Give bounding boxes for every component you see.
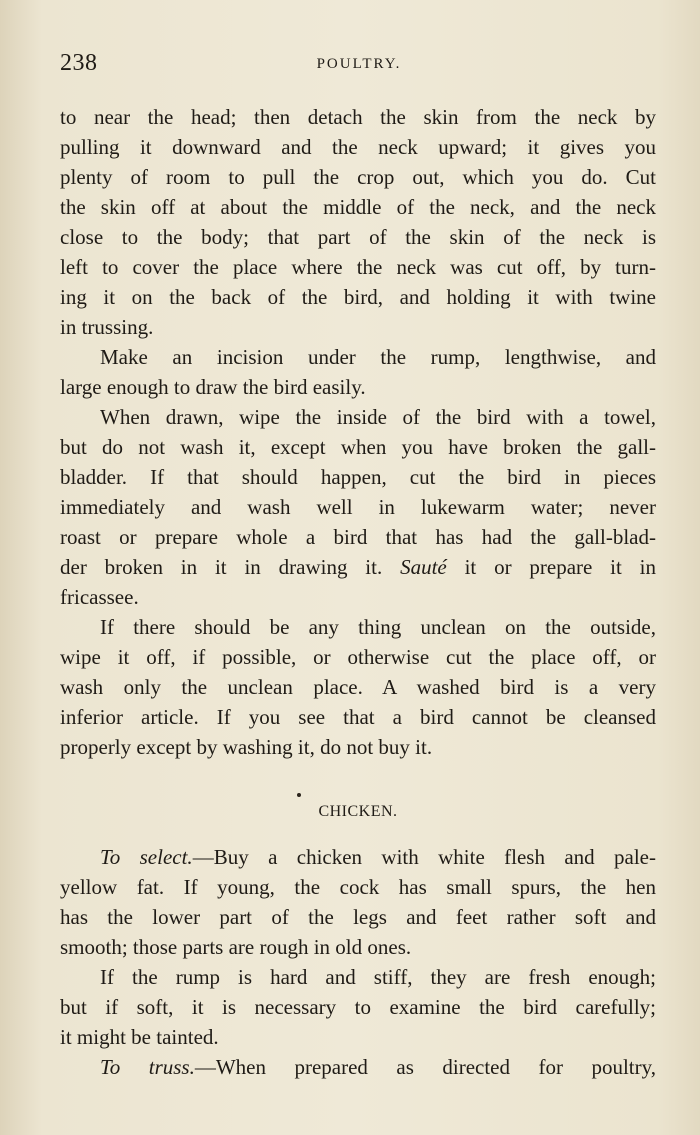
text-line: yellow fat. If young, the cock has small spurs, the hen	[60, 875, 656, 899]
run-in-label: To truss.	[100, 1055, 195, 1079]
text-line	[60, 552, 656, 582]
text-line: Make an incision under the rump, lengthwise, and	[100, 345, 656, 369]
italic-word: Sauté	[400, 555, 447, 579]
text-fragment: der broken in it in drawing it.	[60, 555, 383, 579]
run-in-label: To select.	[100, 845, 193, 869]
running-head	[60, 50, 658, 84]
text-fragment: —Buy a chicken with white flesh and pale-	[192, 845, 656, 869]
text-line: ing it on the back of the bird, and holding it with twine	[60, 285, 656, 309]
text-line: to near the head; then detach the skin from the neck by	[60, 105, 656, 129]
text-line	[60, 1052, 656, 1082]
text-line	[60, 842, 656, 872]
text-line: immediately and wash well in lukewarm water; never	[60, 495, 656, 519]
text-line: wash only the unclean place. A washed bird is a very	[60, 675, 656, 699]
page-number: 238	[60, 50, 98, 76]
text-line: When drawn, wipe the inside of the bird with a towel,	[100, 405, 656, 429]
text-line: left to cover the place where the neck was cut off, by turn-	[60, 255, 656, 279]
text-line: close to the body; that part of the skin of the neck is	[60, 225, 656, 249]
text-line: pulling it downward and the neck upward; it gives you	[60, 135, 656, 159]
text-line: roast or prepare whole a bird that has had the gall-blad-	[60, 525, 656, 549]
text-line: has the lower part of the legs and feet rather soft and	[60, 905, 656, 929]
body-text	[60, 102, 656, 762]
text-line: If the rump is hard and stiff, they are fresh enough;	[100, 965, 656, 989]
text-line: large enough to draw the bird easily.	[60, 375, 366, 399]
text-line: but if soft, it is necessary to examine the bird carefully;	[60, 995, 656, 1019]
ornament-dot	[297, 793, 301, 797]
chicken-heading: CHICKEN.	[318, 803, 398, 820]
text-line: in trussing.	[60, 315, 154, 339]
text-fragment: it or prepare it in	[464, 555, 657, 579]
text-line: fricassee.	[60, 585, 139, 609]
text-line: it might be tainted.	[60, 1025, 219, 1049]
section-title: POULTRY.	[316, 56, 402, 72]
text-line: the skin off at about the middle of the neck, and the neck	[60, 195, 656, 219]
text-fragment: —When prepared as directed for poultry,	[194, 1055, 656, 1079]
text-line: properly except by washing it, do not buy it.	[60, 735, 433, 759]
text-line: If there should be any thing unclean on the outside,	[100, 615, 656, 639]
text-line: bladder. If that should happen, cut the bird in pieces	[60, 465, 656, 489]
text-line: wipe it off, if possible, or otherwise cut the place off, or	[60, 645, 656, 669]
text-line: smooth; those parts are rough in old ones.	[60, 935, 412, 959]
chicken-section	[60, 842, 656, 1082]
text-line: inferior article. If you see that a bird cannot be cleansed	[60, 705, 656, 729]
text-line: but do not wash it, except when you have broken the gall-	[60, 435, 656, 459]
text-line: plenty of room to pull the crop out, which you do. Cut	[60, 165, 656, 189]
